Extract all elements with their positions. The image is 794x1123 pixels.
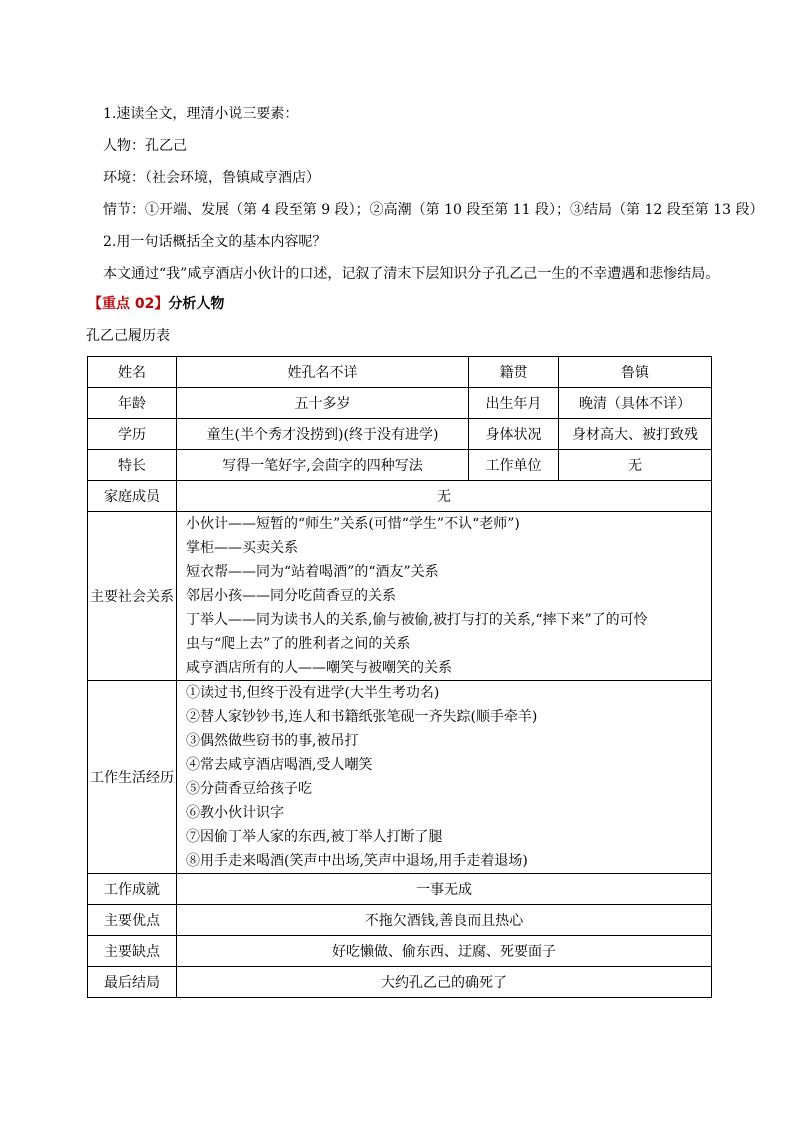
table-row [88, 481, 712, 512]
age-label: 年龄 [88, 388, 177, 419]
relation-line: 丁举人——同为读书人的关系,偷与被偷,被打与打的关系,“摔下来”了的可怜 [186, 612, 648, 628]
employer-value: 无 [559, 450, 712, 481]
skill-label: 特长 [88, 450, 177, 481]
health-value: 身材高大、被打致残 [559, 419, 712, 450]
table-row [88, 512, 712, 681]
relation-line: 虫与“爬上去”了的胜利者之间的关系 [186, 636, 411, 652]
table-caption: 孔乙己履历表 [86, 328, 170, 344]
experience-value [177, 681, 712, 874]
table-row [88, 936, 712, 967]
family-label: 家庭成员 [88, 481, 177, 512]
birth-value: 晚清（具体不详） [559, 388, 712, 419]
table-row [88, 681, 712, 874]
character-line: 人物：孔乙己 [103, 138, 187, 154]
task-1-line: 1.速读全文，理清小说三要素： [103, 106, 299, 122]
table-row [88, 905, 712, 936]
experience-line: ⑧用手走来喝酒(笑声中出场,笑声中退场,用手走着退场) [186, 853, 528, 869]
table-row [88, 357, 712, 388]
experience-line: ⑤分茴香豆给孩子吃 [186, 781, 312, 797]
education-label: 学历 [88, 419, 177, 450]
table-row [88, 874, 712, 905]
section-title: 分析人物 [168, 296, 225, 312]
table-row [88, 450, 712, 481]
family-value: 无 [177, 481, 712, 512]
relation-line: 掌柜——买卖关系 [186, 540, 298, 556]
merits-value: 不拖欠酒钱,善良而且热心 [177, 905, 712, 936]
relation-line: 短衣帮——同为“站着喝酒”的“酒友”关系 [186, 564, 439, 580]
task-2-line: 2.用一句话概括全文的基本内容呢？ [103, 234, 327, 250]
plot-line: 情节：①开端、发展（第 4 段至第 9 段）；②高潮（第 10 段至第 11 段）；③结局（第 12 段至第 13 段） [103, 202, 764, 218]
relation-line: 小伙计——短暂的“师生”关系(可惜“学生”不认“老师”) [186, 516, 520, 532]
ending-value: 大约孔乙己的确死了 [177, 967, 712, 998]
age-value: 五十多岁 [177, 388, 469, 419]
table-row [88, 967, 712, 998]
achievement-value: 一事无成 [177, 874, 712, 905]
name-label: 姓名 [88, 357, 177, 388]
experience-line: ②替人家钞钞书,连人和书籍纸张笔砚一齐失踪(顺手牵羊) [186, 709, 538, 725]
education-value: 童生(半个秀才没捞到)(终于没有进学) [177, 419, 469, 450]
flaws-value: 好吃懒做、偷东西、迂腐、死要面子 [177, 936, 712, 967]
flaws-label: 主要缺点 [88, 936, 177, 967]
experience-line: ③偶然做些窃书的事,被吊打 [186, 733, 359, 749]
experience-label: 工作生活经历 [88, 681, 177, 874]
experience-line: ⑦因偷丁举人家的东西,被丁举人打断了腿 [186, 829, 443, 845]
table-row [88, 419, 712, 450]
hometown-value: 鲁镇 [559, 357, 712, 388]
summary-line: 本文通过“我”咸亨酒店小伙计的口述，记叙了清末下层知识分子孔乙己一生的不幸遭遇和悲惨结局。 [103, 266, 720, 282]
relations-value [177, 512, 712, 681]
relations-label: 主要社会关系 [88, 512, 177, 681]
birth-label: 出生年月 [469, 388, 559, 419]
section-heading [88, 294, 224, 314]
merits-label: 主要优点 [88, 905, 177, 936]
table-row [88, 388, 712, 419]
relation-line: 邻居小孩——同分吃茴香豆的关系 [186, 588, 396, 604]
experience-line: ④常去咸亨酒店喝酒,受人嘲笑 [186, 757, 373, 773]
health-label: 身体状况 [469, 419, 559, 450]
experience-line: ①读过书,但终于没有进学(大半生考功名) [186, 685, 440, 701]
relation-line: 咸亨酒店所有的人——嘲笑与被嘲笑的关系 [186, 660, 452, 676]
experience-line: ⑥教小伙计识字 [186, 805, 284, 821]
resume-table [87, 356, 712, 998]
setting-line: 环境：（社会环境，鲁镇咸亨酒店） [103, 170, 320, 186]
ending-label: 最后结局 [88, 967, 177, 998]
employer-label: 工作单位 [469, 450, 559, 481]
hometown-label: 籍贯 [469, 357, 559, 388]
section-tag: 【重点 02】 [88, 296, 169, 312]
achievement-label: 工作成就 [88, 874, 177, 905]
name-value: 姓孔名不详 [177, 357, 469, 388]
skill-value: 写得一笔好字,会茴字的四种写法 [177, 450, 469, 481]
